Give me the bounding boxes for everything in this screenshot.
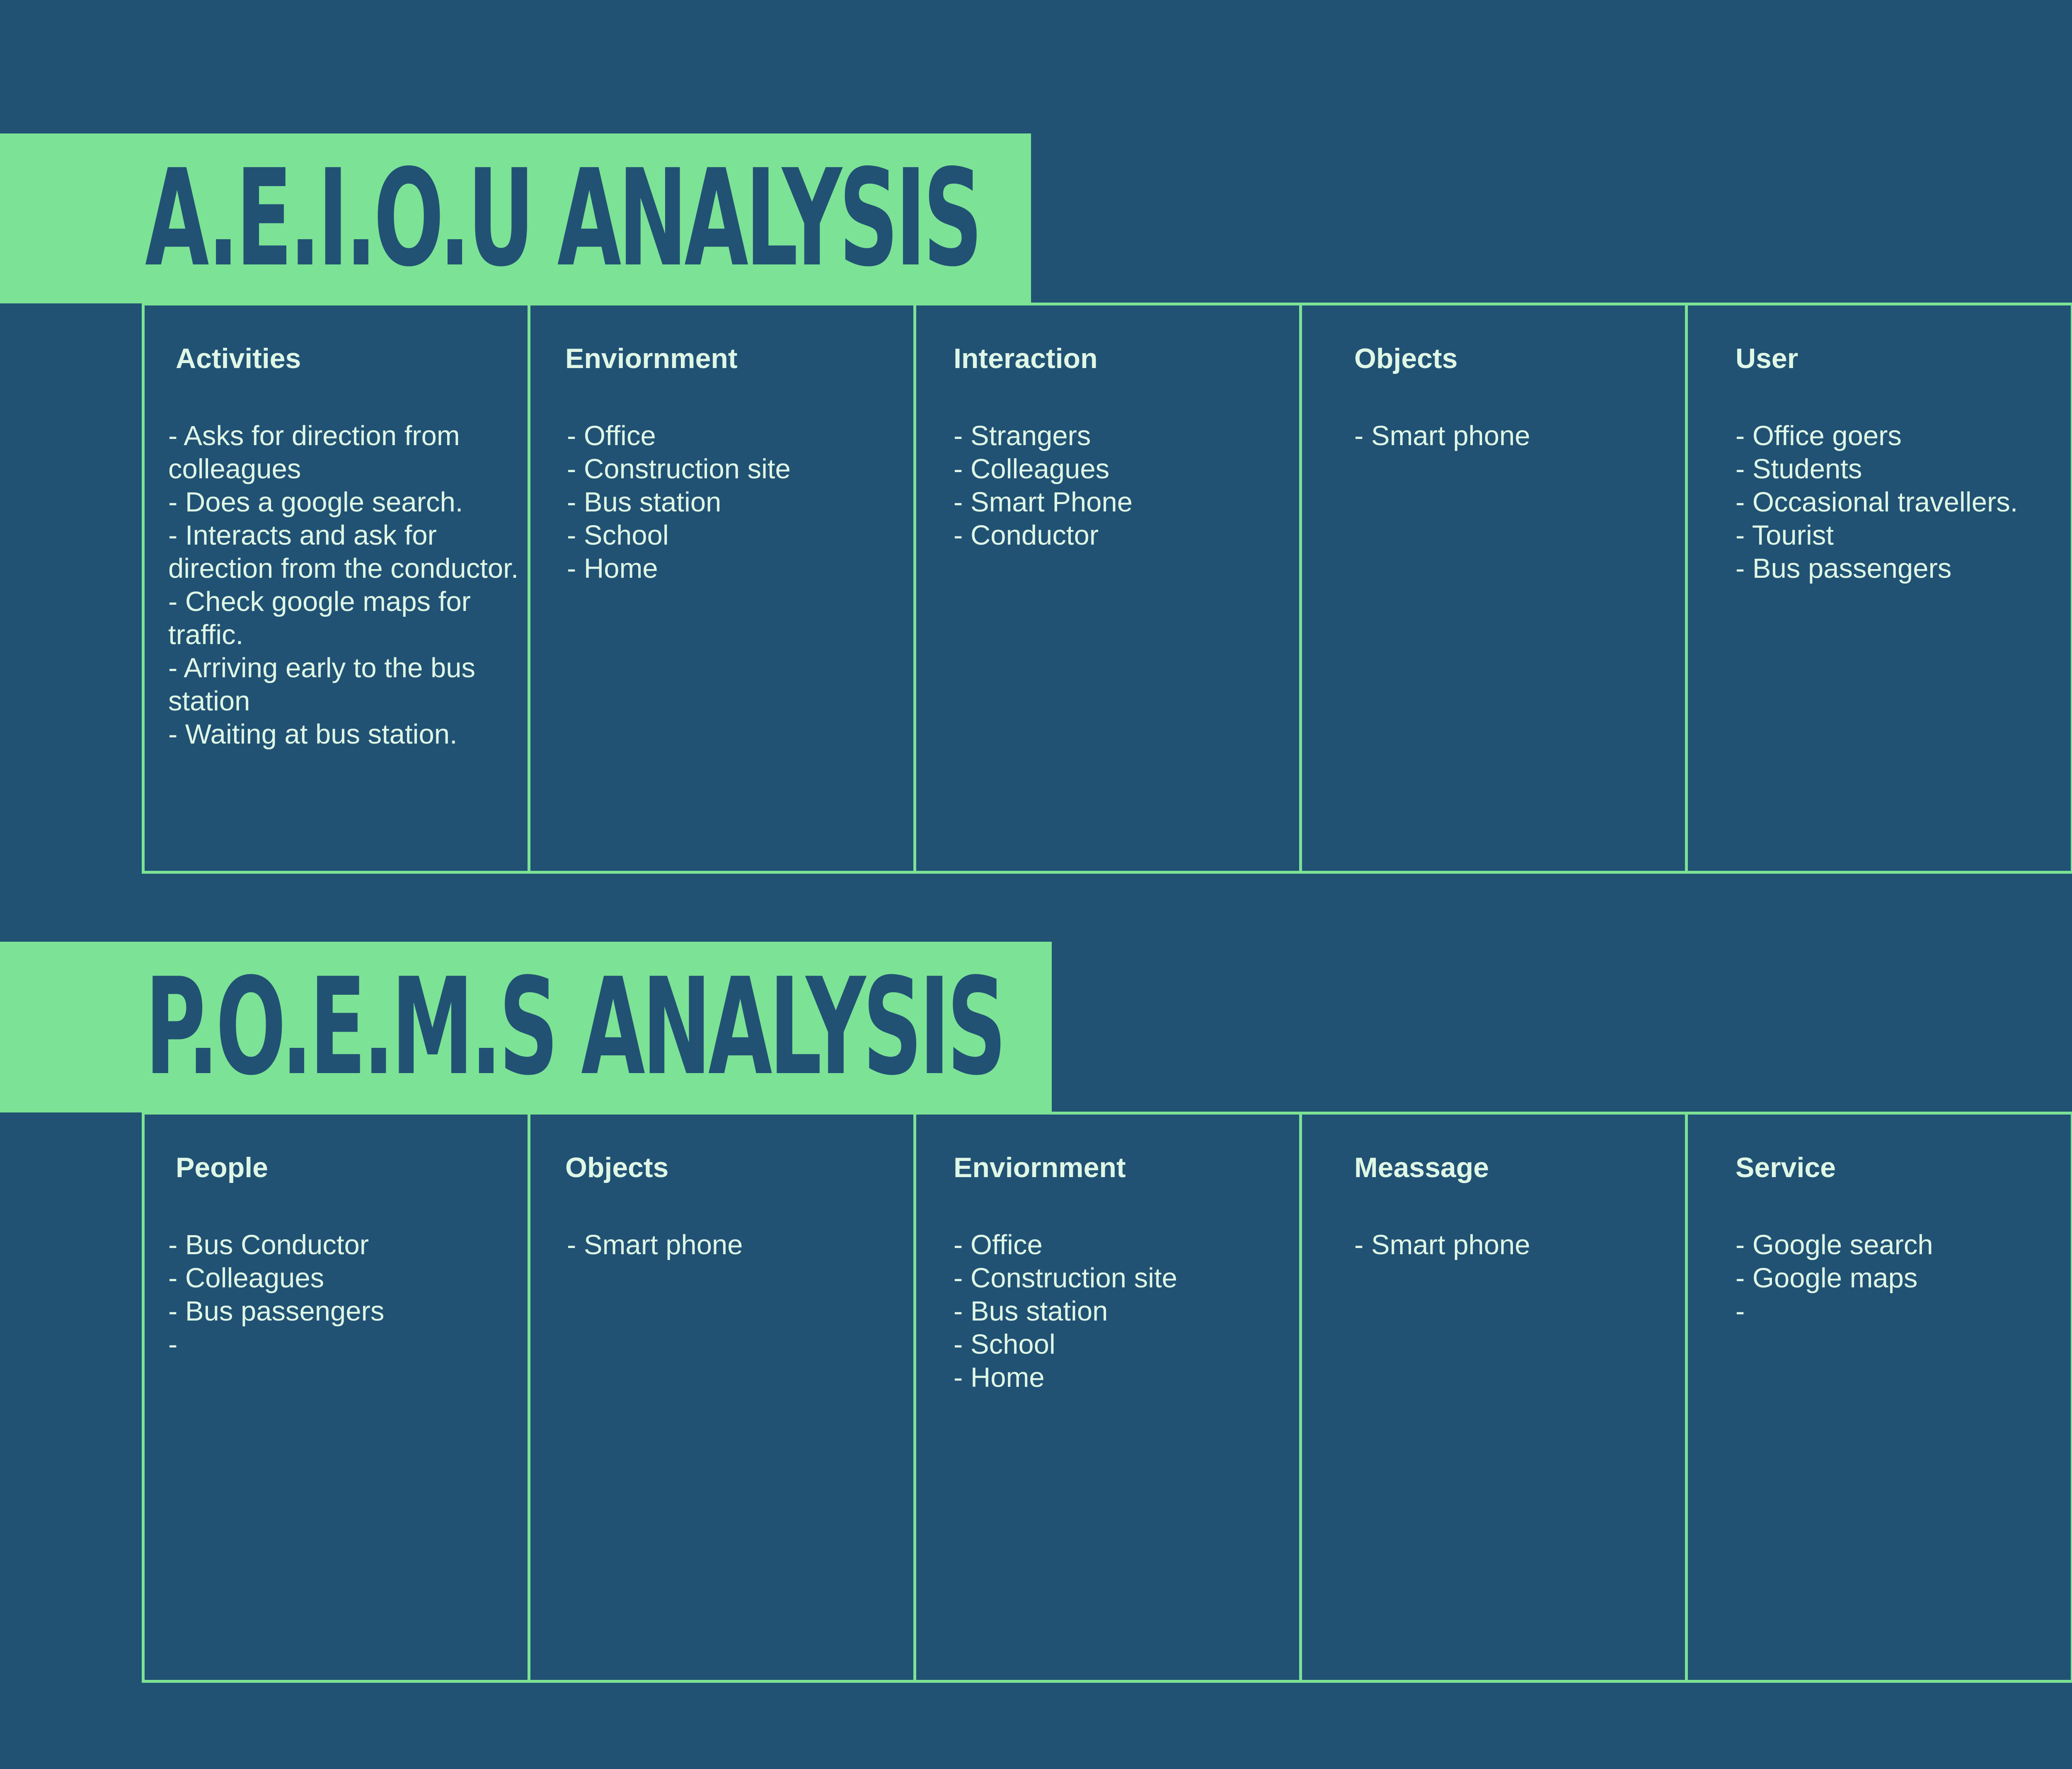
list-item: - Colleagues: [168, 1263, 324, 1294]
list-item: - Bus station: [567, 487, 721, 518]
poems-column-environment: [913, 1115, 1299, 1680]
list-item: - School: [954, 1329, 1055, 1360]
list-item: - Google search: [1736, 1229, 1933, 1260]
aeiou-title: A.E.I.O.U ANALYSIS: [145, 141, 980, 296]
list-item: - Bus passengers: [168, 1296, 385, 1327]
column-item-list: [954, 419, 1306, 552]
column-item-list: [168, 1229, 520, 1361]
list-item: - Bus Conductor: [168, 1229, 369, 1260]
poems-title-banner: [0, 942, 1052, 1112]
list-item: - School: [567, 520, 669, 551]
list-item: - Smart phone: [567, 1229, 743, 1260]
column-heading: Activities: [176, 343, 301, 374]
list-item: - Bus passengers: [1736, 553, 1952, 584]
column-heading: Meassage: [1354, 1152, 1489, 1183]
list-item: - Occasional travellers.: [1736, 487, 2018, 518]
poems-column-message: [1299, 1115, 1685, 1680]
column-item-list: [567, 419, 919, 585]
column-heading: Objects: [565, 1152, 669, 1183]
poems-title: P.O.E.M.S ANALYSIS: [145, 949, 1004, 1105]
list-item: - Smart phone: [1354, 1229, 1530, 1260]
list-item: - Smart Phone: [954, 487, 1133, 518]
list-item: - Does a google search.: [168, 487, 463, 518]
column-heading: Service: [1736, 1152, 1836, 1183]
list-item: - Check google maps for traffic.: [168, 586, 471, 650]
list-item: - Strangers: [954, 420, 1091, 451]
list-item: - Office goers: [1736, 420, 1902, 451]
list-item: - Bus station: [954, 1296, 1108, 1327]
column-item-list: [954, 1229, 1306, 1394]
column-item-list: [1354, 419, 1706, 453]
list-item: - Tourist: [1736, 520, 1834, 551]
poems-column-service: [1685, 1115, 2071, 1680]
list-item: - Construction site: [954, 1263, 1177, 1294]
list-item: - Arriving early to the bus station: [168, 652, 476, 717]
list-item: - Asks for direction from colleagues: [168, 420, 460, 485]
column-item-list: [168, 419, 520, 751]
column-heading: Interaction: [954, 343, 1098, 374]
list-item: -: [1736, 1296, 1745, 1327]
list-item: - Interacts and ask for direction from the conductor.: [168, 520, 519, 584]
column-item-list: [1736, 419, 2072, 585]
aeiou-column-environment: [528, 305, 913, 871]
list-item: - Construction site: [567, 453, 791, 485]
column-item-list: [567, 1229, 919, 1262]
column-item-list: [1736, 1229, 2072, 1328]
poems-table: [142, 1112, 2072, 1683]
list-item: - Home: [954, 1362, 1045, 1393]
column-heading: Enviornment: [565, 343, 738, 374]
list-item: - Smart phone: [1354, 420, 1530, 451]
list-item: -: [168, 1329, 178, 1360]
column-heading: Enviornment: [954, 1152, 1126, 1183]
aeiou-column-activities: [145, 305, 528, 871]
list-item: - Office: [567, 420, 656, 451]
list-item: - Waiting at bus station.: [168, 719, 457, 750]
poems-column-people: [145, 1115, 528, 1680]
list-item: - Google maps: [1736, 1263, 1918, 1294]
list-item: - Students: [1736, 453, 1862, 485]
list-item: - Colleagues: [954, 453, 1110, 485]
list-item: - Home: [567, 553, 658, 584]
column-heading: People: [176, 1152, 268, 1183]
aeiou-title-banner: [0, 133, 1031, 303]
poems-column-objects: [528, 1115, 913, 1680]
column-heading: User: [1736, 343, 1798, 374]
aeiou-column-objects: [1299, 305, 1685, 871]
list-item: - Office: [954, 1229, 1043, 1260]
aeiou-column-user: [1685, 305, 2071, 871]
list-item: - Conductor: [954, 520, 1099, 551]
column-item-list: [1354, 1229, 1706, 1262]
aeiou-table: [142, 303, 2072, 874]
aeiou-column-interaction: [913, 305, 1299, 871]
column-heading: Objects: [1354, 343, 1458, 374]
